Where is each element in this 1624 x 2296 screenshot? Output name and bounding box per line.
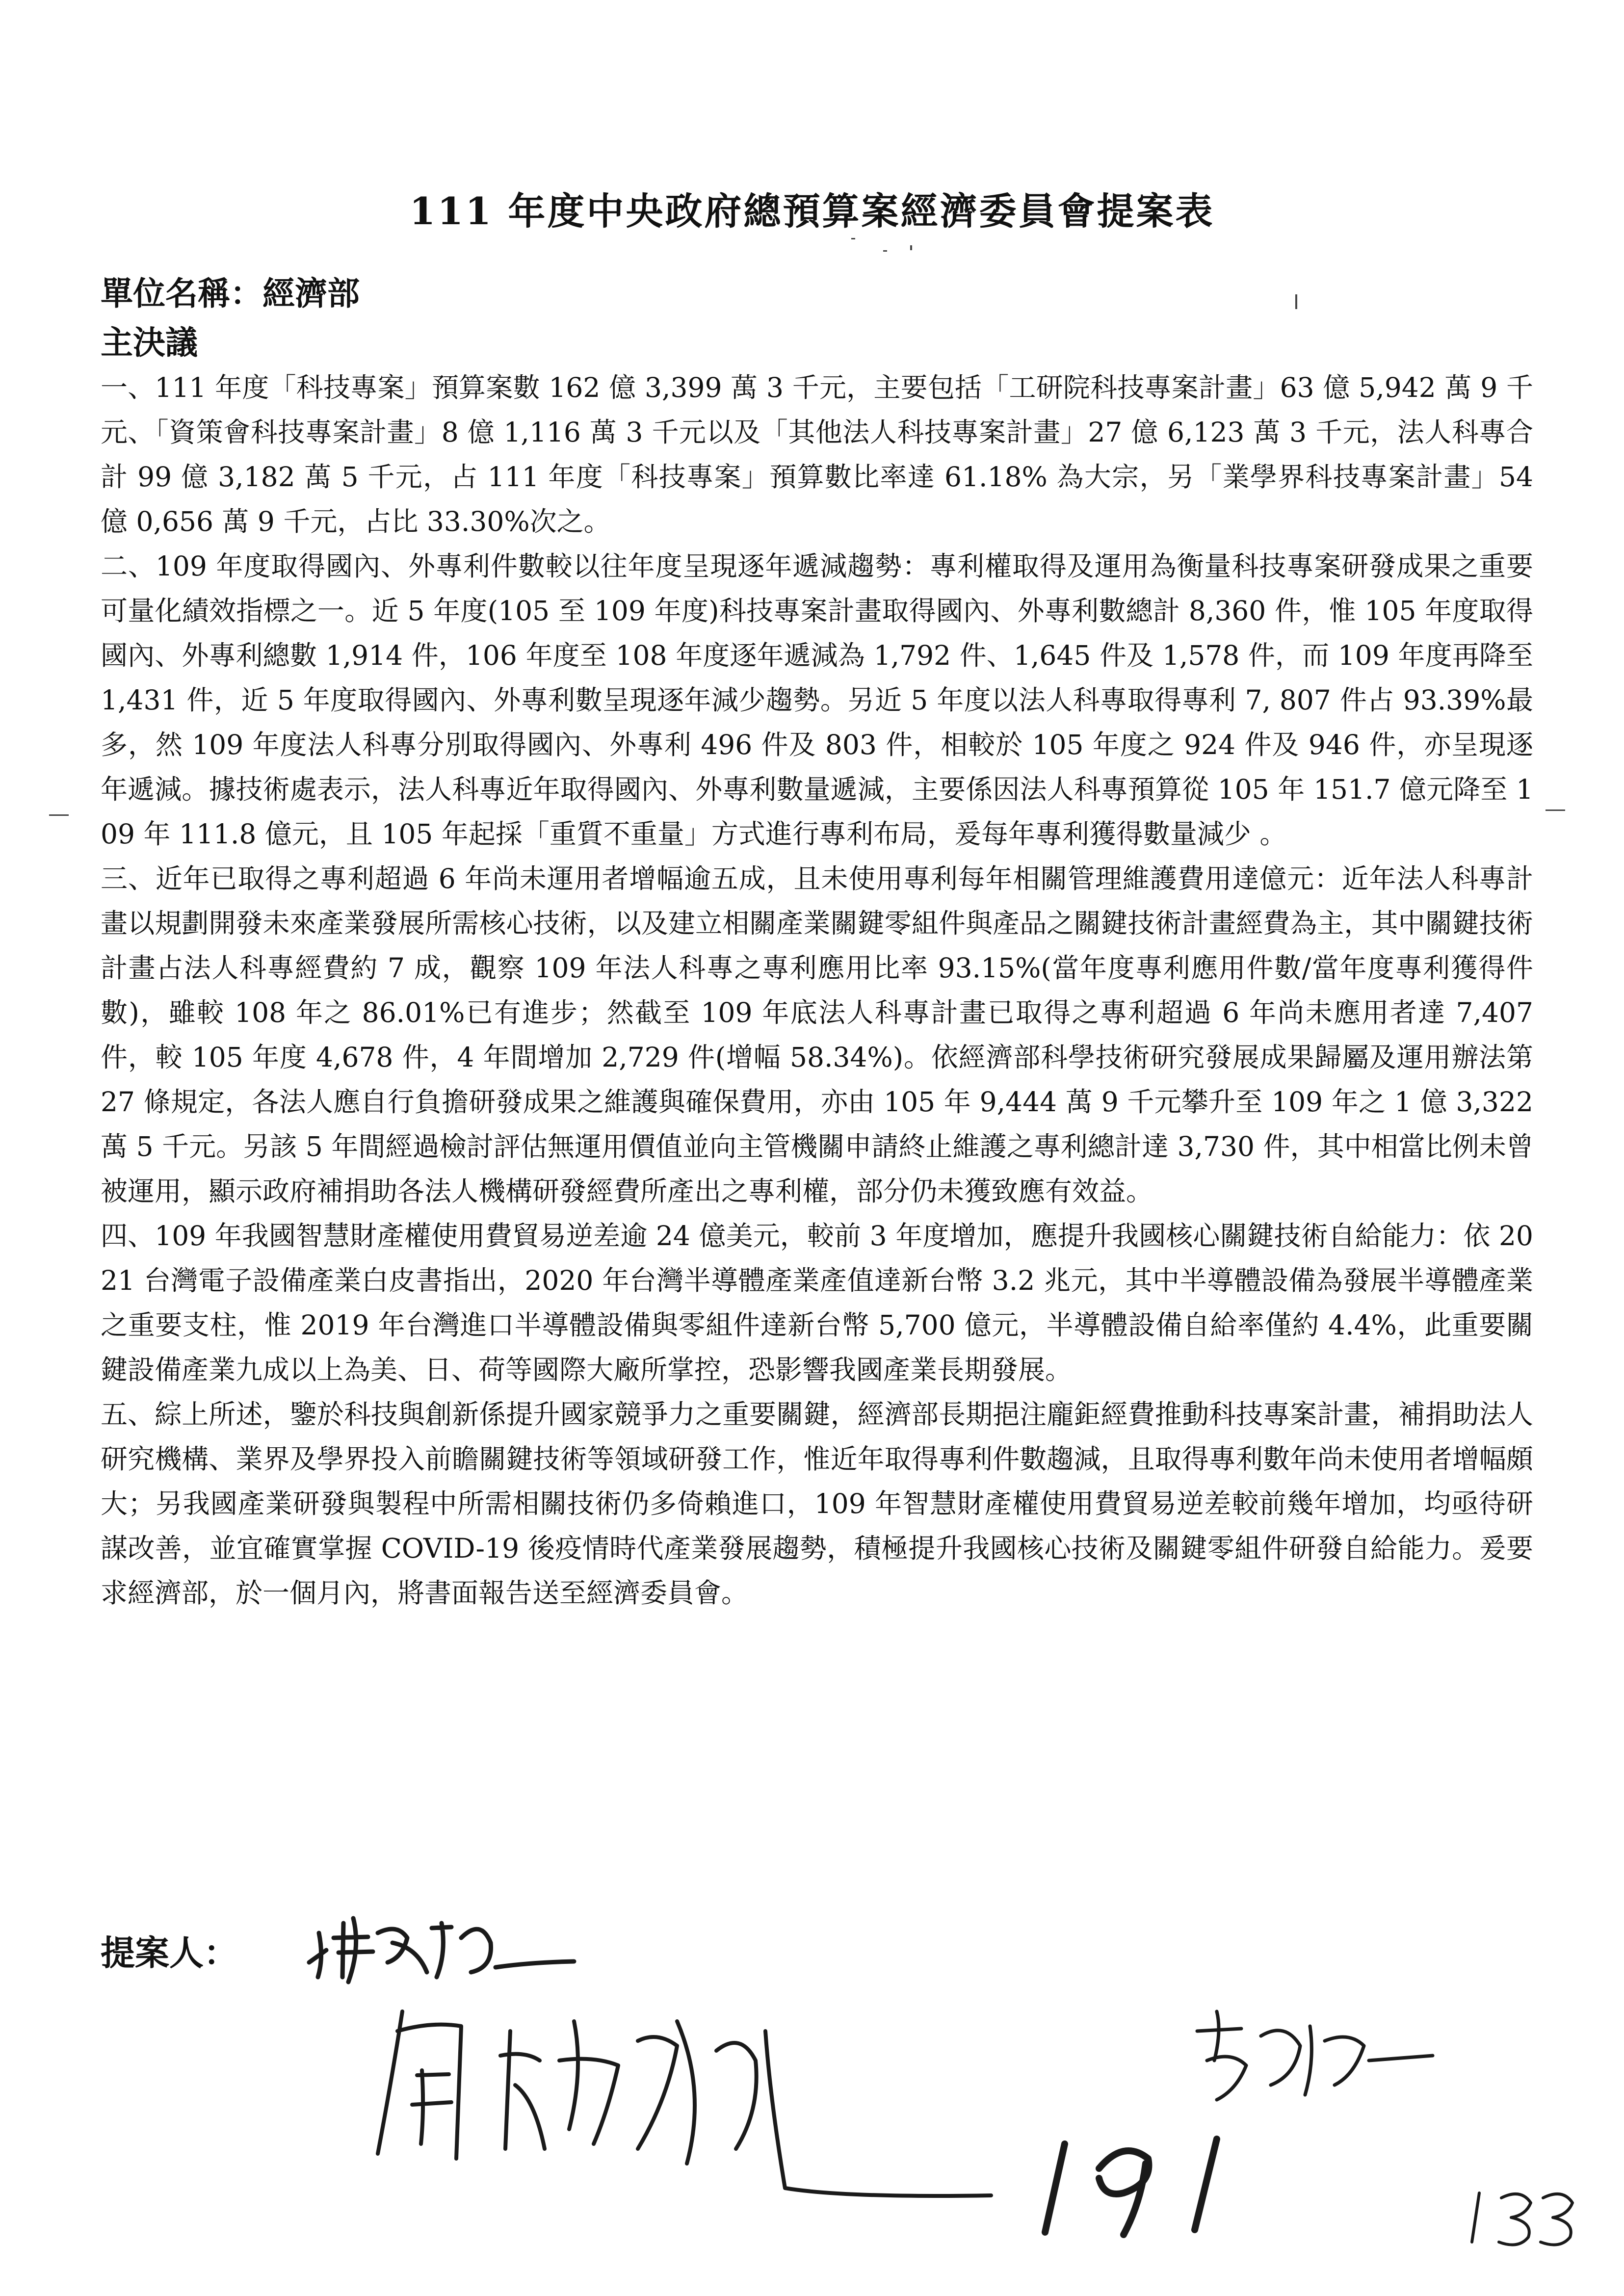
paragraph-5: 五、綜上所述，鑒於科技與創新係提升國家競爭力之重要關鍵，經濟部長期挹注龐鉅經費推動科技專案計畫，補捐助法人研究機構、業界及學界投入前瞻關鍵技術等領域研發工作，惟近年取得專利件數趨減，且取得專利數年尚未使用者增幅頗大；另我國產業研發與製程中所需相關技術仍多倚賴進口，109 年智慧財產權使用費貿易逆差較前幾年增加，均亟待研謀改善，並宜確實掌握 COVID-19 後疫情時代產業發展趨勢，積極提升我國核心技術及關鍵零組件研發自給能力。爰要求經濟部，於一個月內，將書面報告送至經濟委員會。	[101, 1399, 1533, 1609]
paragraph-3: 三、近年已取得之專利超過 6 年尚未運用者增幅逾五成，且未使用專利每年相關管理維護費用達億元：近年法人科專計畫以規劃開發未來產業發展所需核心技術，以及建立相關產業關鍵零組件與產品之關鍵技術計畫經費為主，其中關鍵技術計畫占法人科專經費約 7 成，觀察 109 年法人科專之專利應用比率 93.15%(當年度專利應用件數/當年度專利獲得件數)，雖較 108 年之 86.01%已有進步；然截至 109 年底法人科專計畫已取得之專利超過 6 年尚未應用者達 7,407 件，較 105 年度 4,678 件，4 年間增加 2,729 件(增幅 58.34%)。依經濟部科學技術研究發展成果歸屬及運用辦法第 27 條規定，各法人應自行負擔研發成果之維護與確保費用，亦由 105 年 9,444 萬 9 千元攀升至 109 年之 1 億 3,322 萬 5 千元。另該 5 年間經過檢討評估無運用價值並向主管機關申請終止維護之專利總計達 3,730 件，其中相當比例未曾被運用，顯示政府補捐助各法人機構研發經費所產出之專利權，部分仍未獲致應有效益。	[101, 863, 1533, 1207]
paragraph-1: 一、111 年度「科技專案」預算案數 162 億 3,399 萬 3 千元，主要包括「工研院科技專案計畫」63 億 5,942 萬 9 千元、「資策會科技專案計畫」8 億 1,116 萬 3 千元以及「其他法人科技專案計畫」27 億 6,123 萬 3 千元，法人科專合計 99 億 3,182 萬 5 千元，占 111 年度「科技專案」預算數比率達 61.18% 為大宗，另「業學界科技專案計畫」54 億 0,656 萬 9 千元，占比 33.30%次之。	[101, 372, 1533, 537]
unit-name: 單位名稱：經濟部	[101, 275, 360, 313]
signature-1	[304, 1904, 579, 1987]
handwritten-page-number-133	[1462, 2178, 1590, 2252]
document-title: 111 年度中央政府總預算案經濟委員會提案表	[409, 189, 1215, 233]
paragraph-2: 二、109 年度取得國內、外專利件數較以往年度呈現逐年遞減趨勢：專利權取得及運用為衡量科技專案研發成果之重要可量化績效指標之一。近 5 年度(105 至 109 年度)科技專案計畫取得國內、外專利數總計 8,360 件，惟 105 年度取得國內、外專利總數 1,914 件，106 年度至 108 年度逐年遞減為 1,792 件、1,645 件及 1,578 件，而 109 年度再降至 1,431 件，近 5 年度取得國內、外專利數呈現逐年減少趨勢。另近 5 年度以法人科專取得專利 7, 807 件占 93.39%最多，然 109 年度法人科專分別取得國內、外專利 496 件及 803 件，相較於 105 年度之 924 件及 946 件，亦呈現逐年遞減。據技術處表示，法人科專近年取得國內、外專利數量遞減，主要係因法人科專預算從 105 年 151.7 億元降至 109 年 111.8 億元，且 105 年起採「重質不重量」方式進行專利布局，爰每年專利獲得數量減少 。	[101, 550, 1533, 850]
proposer-label: 提案人：	[101, 1933, 238, 1973]
handwritten-number-191	[1025, 2124, 1261, 2237]
signature-3	[1187, 2002, 1442, 2110]
resolution-body	[101, 365, 1533, 1616]
paragraph-4: 四、109 年我國智慧財產權使用費貿易逆差逾 24 億美元，較前 3 年度增加，應提升我國核心關鍵技術自給能力：依 2021 台灣電子設備產業白皮書指出，2020 年台灣半導體產業產值達新台幣 3.2 兆元，其中半導體設備為發展半導體產業之重要支柱，惟 2019 年台灣進口半導體設備與零組件達新台幣 5,700 億元，半導體設備自給率僅約 4.4%，此重要關鍵設備產業九成以上為美、日、荷等國際大廠所掌控，恐影響我國產業長期發展。	[101, 1220, 1533, 1385]
scan-mark	[883, 250, 887, 252]
scan-mark	[851, 238, 855, 239]
scan-mark	[910, 245, 912, 250]
main-resolution-heading: 主決議	[101, 324, 198, 362]
signature-2	[363, 2002, 1001, 2208]
scan-mark	[1545, 809, 1565, 811]
scan-mark	[1295, 294, 1297, 309]
scan-mark	[49, 814, 69, 816]
